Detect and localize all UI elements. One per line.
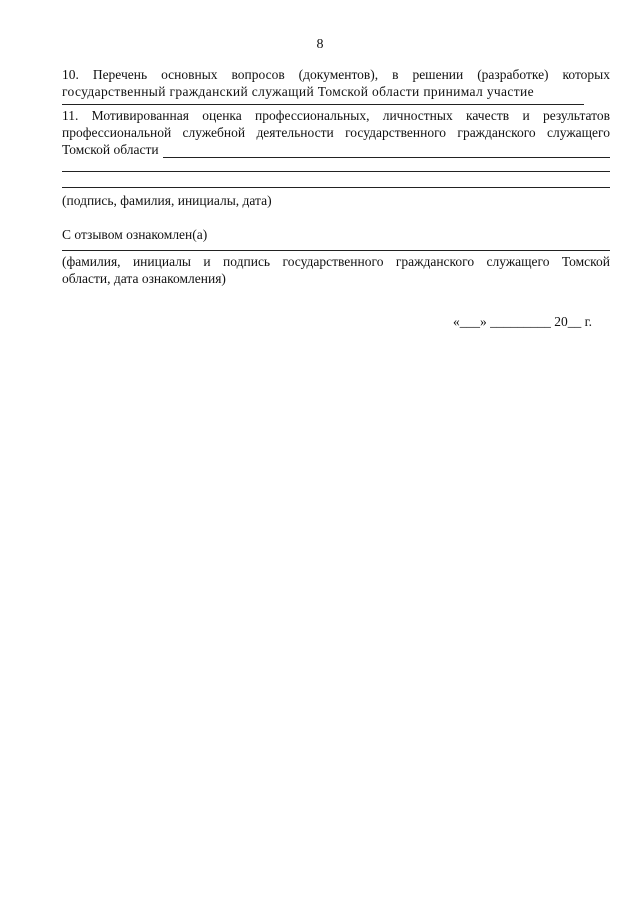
section-10	[62, 66, 610, 105]
section-10-line-1: 10. Перечень основных вопросов (документов), в решении (разработке) которых	[62, 67, 610, 82]
section-11-answer-line-3	[62, 187, 610, 188]
section-10-line-2: государственный гражданский служащий Томской области принимал участие	[62, 84, 534, 99]
section-11-line-1: 11. Мотивированная оценка профессиональных, личностных качеств и результатов	[62, 108, 610, 123]
section-11-answer-line-inline	[163, 144, 610, 158]
section-11-line-2: профессиональной служебной деятельности государственного гражданского служащего	[62, 125, 610, 140]
acquaintance-section	[62, 226, 610, 287]
document-body	[62, 66, 610, 287]
section-11-line-3: Томской области	[62, 142, 159, 157]
signature-caption: (подпись, фамилия, инициалы, дата)	[62, 193, 272, 208]
acquainted-caption-line-2: области, дата ознакомления)	[62, 271, 226, 286]
acquainted-caption-line-1: (фамилия, инициалы и подпись государственного гражданского служащего Томской	[62, 254, 610, 269]
section-11	[62, 107, 610, 209]
date-field: «___» _________ 20__ г.	[452, 314, 592, 329]
acquainted-signature-line	[62, 250, 610, 251]
section-10-answer-line	[62, 104, 584, 105]
section-11-line-3-row	[62, 141, 610, 158]
section-10-line-2-row	[62, 83, 610, 100]
section-11-answer-line-2	[62, 171, 610, 172]
acquainted-label: С отзывом ознакомлен(а)	[62, 227, 208, 242]
page-number: 8	[316, 37, 324, 52]
